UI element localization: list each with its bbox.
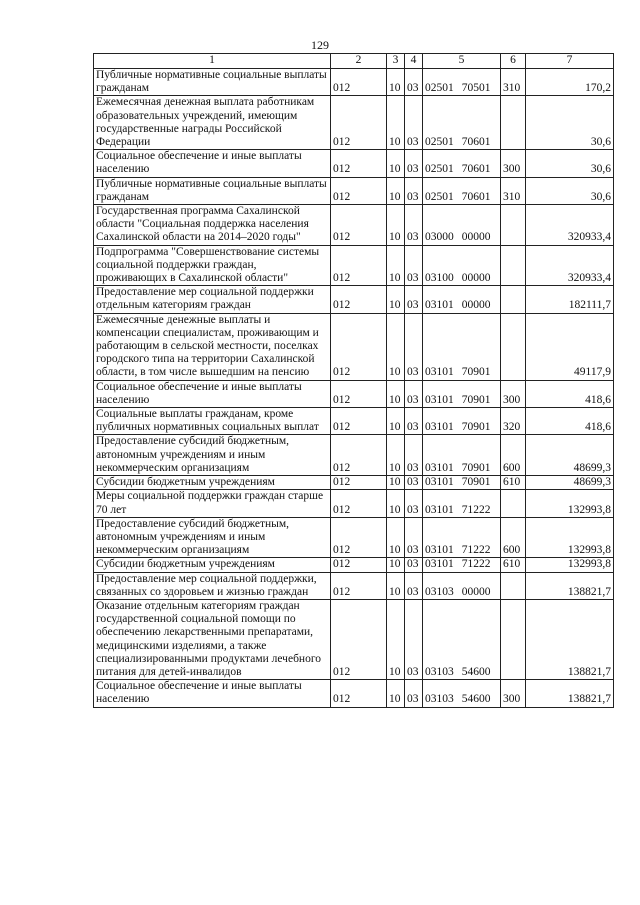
program-code: 02501 [425,163,454,176]
amount-value: 418,6 [526,408,614,435]
direction-code: 71222 [461,544,491,557]
expense-type-code: 310 [501,177,526,204]
target-article-code [423,205,501,246]
row-name: Подпрограмма "Совершенствование системы социальной поддержки граждан, проживающих в Сахалинской области" [94,245,331,286]
section-code: 10 [387,680,405,707]
target-article-code [423,680,501,707]
amount-value: 138821,7 [526,599,614,679]
column-header: 1 [94,54,331,69]
section-code: 10 [387,380,405,407]
table-row [94,96,614,150]
program-code: 03103 [425,585,454,598]
column-header: 6 [501,54,526,69]
amount-value: 30,6 [526,96,614,150]
direction-code: 70601 [461,190,491,203]
table-row [94,69,614,96]
row-name: Публичные нормативные социальные выплаты гражданам [94,177,331,204]
target-article-code [423,517,501,558]
section-code: 10 [387,177,405,204]
section-code: 10 [387,435,405,476]
direction-code: 70901 [461,366,491,379]
direction-code: 70501 [461,82,491,95]
amount-value: 182111,7 [526,286,614,313]
target-article-code [423,435,501,476]
direction-code: 70901 [461,421,491,434]
program-code: 03101 [425,558,454,571]
subsection-code: 03 [405,408,423,435]
program-code: 03101 [425,366,454,379]
target-article-code [423,286,501,313]
program-code: 03101 [425,299,454,312]
section-code: 10 [387,517,405,558]
expense-type-code: 310 [501,69,526,96]
program-code: 03101 [425,476,454,489]
target-article-code [423,558,501,572]
section-code: 10 [387,245,405,286]
ministry-code: 012 [331,150,387,177]
table-row [94,680,614,707]
section-code: 10 [387,558,405,572]
subsection-code: 03 [405,286,423,313]
expense-type-code [501,490,526,517]
amount-value: 138821,7 [526,680,614,707]
ministry-code: 012 [331,286,387,313]
program-code: 03101 [425,544,454,557]
program-code: 03103 [425,665,454,678]
ministry-code: 012 [331,558,387,572]
budget-table [93,53,614,708]
amount-value: 138821,7 [526,572,614,599]
target-article-code [423,490,501,517]
row-name: Предоставление субсидий бюджетным, автономным учреждениям и иным некоммерческим организациям [94,517,331,558]
amount-value: 418,6 [526,380,614,407]
expense-type-code [501,572,526,599]
expense-type-code: 600 [501,517,526,558]
row-name: Предоставление мер социальной поддержки отдельным категориям граждан [94,286,331,313]
subsection-code: 03 [405,96,423,150]
section-code: 10 [387,599,405,679]
section-code: 10 [387,286,405,313]
program-code: 03103 [425,693,454,706]
program-code: 03101 [425,393,454,406]
ministry-code: 012 [331,245,387,286]
direction-code: 00000 [461,231,491,244]
subsection-code: 03 [405,380,423,407]
expense-type-code [501,286,526,313]
target-article-code [423,599,501,679]
table-row [94,490,614,517]
subsection-code: 03 [405,177,423,204]
expense-type-code: 610 [501,558,526,572]
column-header: 2 [331,54,387,69]
table-row [94,517,614,558]
ministry-code: 012 [331,517,387,558]
table-row [94,313,614,380]
target-article-code [423,313,501,380]
direction-code: 70901 [461,476,491,489]
subsection-code: 03 [405,572,423,599]
amount-value: 132993,8 [526,558,614,572]
program-code: 03101 [425,421,454,434]
target-article-code [423,150,501,177]
ministry-code: 012 [331,380,387,407]
subsection-code: 03 [405,69,423,96]
table-row [94,177,614,204]
row-name: Ежемесячная денежная выплата работникам образовательных учреждений, имеющим государственные награды Российской Федерации [94,96,331,150]
table-row [94,380,614,407]
subsection-code: 03 [405,599,423,679]
program-code: 02501 [425,190,454,203]
row-name: Ежемесячные денежные выплаты и компенсации специалистам, проживающим и работающим в сельской местности, поселках городского типа на территории Сахалинской области, в том числе вышедшим на пенсию [94,313,331,380]
section-code: 10 [387,490,405,517]
direction-code: 70601 [461,136,491,149]
section-code: 10 [387,96,405,150]
row-name: Социальное обеспечение и иные выплаты населению [94,380,331,407]
program-code: 02501 [425,136,454,149]
column-header: 4 [405,54,423,69]
subsection-code: 03 [405,517,423,558]
subsection-code: 03 [405,313,423,380]
direction-code: 54600 [461,665,491,678]
amount-value: 132993,8 [526,490,614,517]
expense-type-code: 300 [501,680,526,707]
section-code: 10 [387,572,405,599]
table-row [94,599,614,679]
table-row [94,205,614,246]
ministry-code: 012 [331,313,387,380]
ministry-code: 012 [331,408,387,435]
amount-value: 320933,4 [526,205,614,246]
expense-type-code [501,245,526,286]
target-article-code [423,96,501,150]
table-row [94,572,614,599]
ministry-code: 012 [331,680,387,707]
row-name: Субсидии бюджетным учреждениям [94,476,331,490]
program-code: 03100 [425,272,454,285]
row-name: Социальное обеспечение и иные выплаты населению [94,680,331,707]
program-code: 02501 [425,82,454,95]
target-article-code [423,177,501,204]
amount-value: 132993,8 [526,517,614,558]
ministry-code: 012 [331,490,387,517]
subsection-code: 03 [405,476,423,490]
expense-type-code [501,313,526,380]
section-code: 10 [387,476,405,490]
subsection-code: 03 [405,150,423,177]
column-header: 7 [526,54,614,69]
target-article-code [423,69,501,96]
table-row [94,286,614,313]
program-code: 03000 [425,231,454,244]
table-row [94,408,614,435]
amount-value: 48699,3 [526,435,614,476]
section-code: 10 [387,313,405,380]
row-name: Государственная программа Сахалинской области "Социальная поддержка населения Сахалинской области на 2014–2020 годы" [94,205,331,246]
direction-code: 00000 [461,299,491,312]
amount-value: 30,6 [526,150,614,177]
section-code: 10 [387,150,405,177]
row-name: Субсидии бюджетным учреждениям [94,558,331,572]
direction-code: 70601 [461,163,491,176]
subsection-code: 03 [405,435,423,476]
target-article-code [423,572,501,599]
row-name: Меры социальной поддержки граждан старше 70 лет [94,490,331,517]
expense-type-code [501,96,526,150]
subsection-code: 03 [405,490,423,517]
page-number: 129 [311,38,329,52]
subsection-code: 03 [405,245,423,286]
direction-code: 70901 [461,461,491,474]
ministry-code: 012 [331,476,387,490]
direction-code: 00000 [461,272,491,285]
ministry-code: 012 [331,96,387,150]
amount-value: 49117,9 [526,313,614,380]
amount-value: 30,6 [526,177,614,204]
section-code: 10 [387,205,405,246]
amount-value: 320933,4 [526,245,614,286]
table-row [94,558,614,572]
ministry-code: 012 [331,572,387,599]
expense-type-code [501,205,526,246]
direction-code: 71222 [461,558,491,571]
row-name: Социальное обеспечение и иные выплаты населению [94,150,331,177]
expense-type-code [501,599,526,679]
direction-code: 00000 [461,585,491,598]
amount-value: 48699,3 [526,476,614,490]
section-code: 10 [387,69,405,96]
amount-value: 170,2 [526,69,614,96]
row-name: Публичные нормативные социальные выплаты гражданам [94,69,331,96]
direction-code: 54600 [461,693,491,706]
section-code: 10 [387,408,405,435]
table-row [94,435,614,476]
subsection-code: 03 [405,558,423,572]
ministry-code: 012 [331,599,387,679]
expense-type-code: 300 [501,380,526,407]
ministry-code: 012 [331,177,387,204]
ministry-code: 012 [331,69,387,96]
expense-type-code: 600 [501,435,526,476]
ministry-code: 012 [331,205,387,246]
row-name: Предоставление субсидий бюджетным, автономным учреждениям и иным некоммерческим организациям [94,435,331,476]
direction-code: 71222 [461,503,491,516]
column-header: 5 [423,54,501,69]
expense-type-code: 320 [501,408,526,435]
row-name: Оказание отдельным категориям граждан государственной социальной помощи по обеспечению лекарственными препаратами, медицинскими изделиями, а также специализированными продуктами лечебного питания для детей-инвалидов [94,599,331,679]
target-article-code [423,408,501,435]
direction-code: 70901 [461,393,491,406]
header-row [94,54,614,69]
row-name: Предоставление мер социальной поддержки, связанных со здоровьем и жизнью граждан [94,572,331,599]
expense-type-code: 300 [501,150,526,177]
program-code: 03101 [425,461,454,474]
program-code: 03101 [425,503,454,516]
table-row [94,150,614,177]
table-row [94,245,614,286]
expense-type-code: 610 [501,476,526,490]
table-body [94,69,614,708]
subsection-code: 03 [405,205,423,246]
row-name: Социальные выплаты гражданам, кроме публичных нормативных социальных выплат [94,408,331,435]
column-header: 3 [387,54,405,69]
ministry-code: 012 [331,435,387,476]
target-article-code [423,476,501,490]
subsection-code: 03 [405,680,423,707]
target-article-code [423,245,501,286]
table-row [94,476,614,490]
target-article-code [423,380,501,407]
